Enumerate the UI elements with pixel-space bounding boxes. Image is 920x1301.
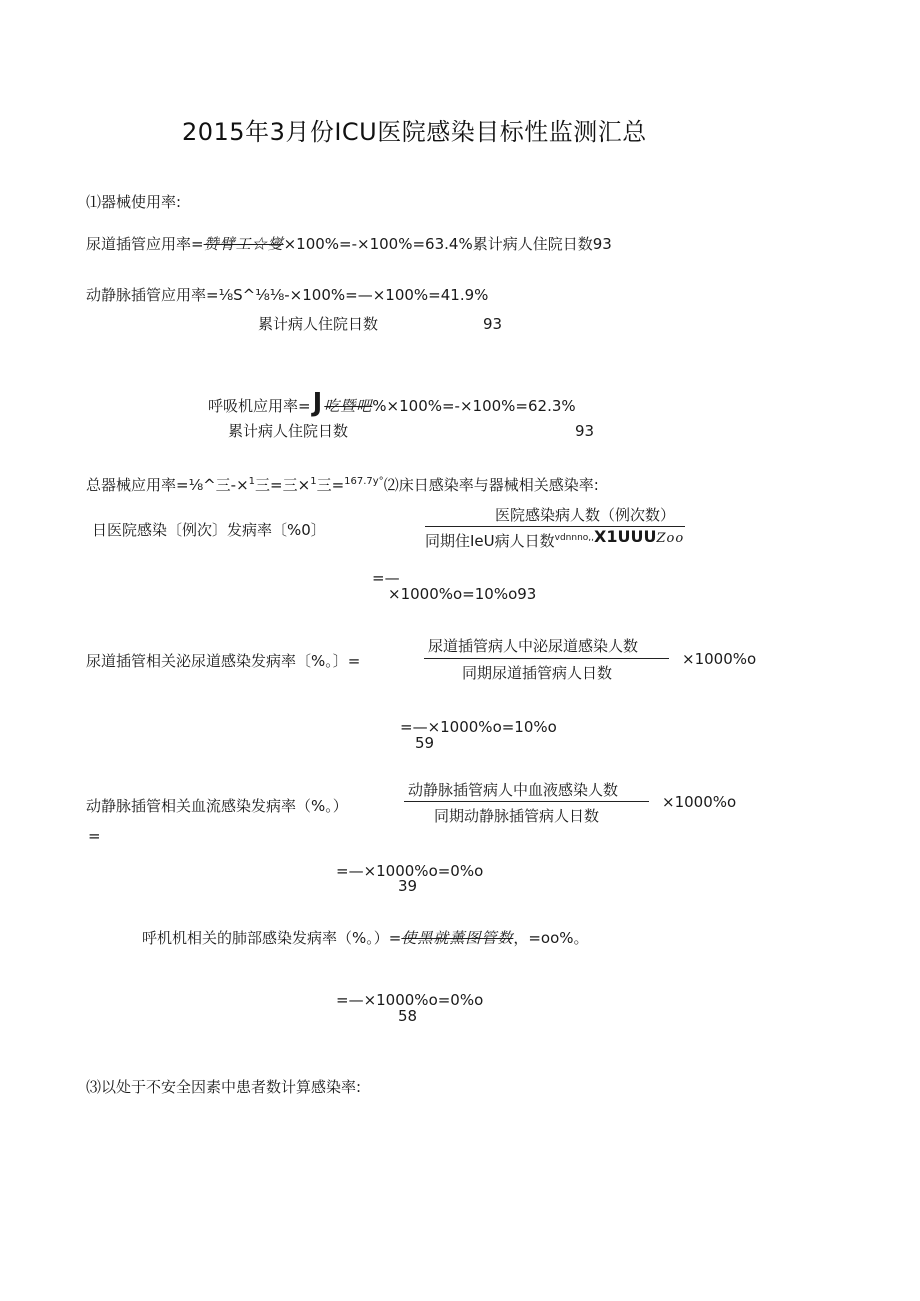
blood-fraction-line <box>404 801 649 802</box>
urinary-infection-numerator: 尿道插管病人中泌尿道感染人数 <box>428 637 639 655</box>
daily-infection-denominator: 同期住IeU病人日数 <box>425 532 555 550</box>
ventilator-usage-label: 呼吸机应用率= <box>208 397 311 415</box>
av-usage-denominator: 累计病人住院日数 <box>258 315 379 333</box>
blood-infection-label: 动静脉插管相关血流感染发病率（%。） <box>86 797 348 815</box>
ventilator-usage-denominator: 累计病人住院日数 <box>228 422 349 440</box>
daily-result-eq: =— <box>372 569 400 587</box>
ventilator-usage-denominator-value: 93 <box>575 422 595 440</box>
urinary-infection-result: =—×1000%o=10%o <box>400 718 557 736</box>
lung-infection-label: 呼机机相关的肺部感染发病率（%。）= <box>142 929 402 947</box>
lung-infection-result: =—×1000%o=0%o <box>336 991 484 1009</box>
page-title: 2015年3月份ICU医院感染目标性监测汇总 <box>182 118 647 146</box>
section-2-heading: ⑵床日感染率与器械相关感染率: <box>383 476 599 494</box>
ventilator-usage-line <box>208 388 576 419</box>
lung-infection-tail: ，=oo%。 <box>513 929 589 947</box>
ventilator-mark: J <box>312 388 323 418</box>
daily-infection-denominator-line: 同期住IeU病人日数$^{vdnnno,,}$X1UUUZoo <box>425 527 685 550</box>
urinary-infection-denominator: 同期尿道插管病人日数 <box>462 664 613 682</box>
section-3-heading: ⑶以处于不安全因素中患者数计算感染率: <box>86 1078 362 1096</box>
urinary-infection-label: 尿道插管相关泌尿道感染发病率〔%。〕= <box>86 652 361 670</box>
total-usage-line: 总器械应用率=⅛^三-×$^1$三=三×$^1$三=$^{167.7y^\circ}$⑵床日感染率与器械相关感染率: <box>86 476 599 494</box>
daily-infection-label: 日医院感染〔例次〕发病率〔%0〕 <box>92 521 326 539</box>
urinary-fraction-line <box>424 658 669 659</box>
blood-infection-label-eq: = <box>88 827 101 845</box>
av-catheter-usage-line: 动静脉插管应用率=⅛S^⅛⅛-×100%=—×100%=41.9% <box>86 286 489 304</box>
lung-infection-result-denominator: 58 <box>398 1007 418 1025</box>
urinary-usage-label: 尿道插管应用率= <box>86 235 204 253</box>
ventilator-usage-result: %×100%=-×100%=62.3% <box>372 397 576 415</box>
urinary-infection-multiplier: ×1000%o <box>682 650 757 668</box>
lung-infection-line <box>142 929 589 947</box>
blood-infection-result-denominator: 39 <box>398 877 418 895</box>
urinary-usage-handwritten: 赞臂工☆燮 <box>203 235 284 253</box>
ventilator-usage-handwritten: 吃暨吧 <box>324 397 373 415</box>
blood-infection-denominator: 同期动静脉插管病人日数 <box>434 807 600 825</box>
av-usage-denominator-value: 93 <box>483 315 503 333</box>
urinary-usage-result: ×100%=-×100%=63.4%累计病人住院日数93 <box>283 235 612 253</box>
urinary-infection-result-denominator: 59 <box>415 734 435 752</box>
blood-infection-result: =—×1000%o=0%o <box>336 862 484 880</box>
daily-result: ×1000%o=10%o93 <box>388 585 537 603</box>
section-1-heading: ⑴器械使用率: <box>86 193 182 211</box>
daily-infection-numerator: 医院感染病人数（例次数） <box>495 506 676 524</box>
urinary-catheter-usage-line <box>86 235 612 253</box>
blood-infection-numerator: 动静脉插管病人中血液感染人数 <box>408 781 619 799</box>
lung-infection-handwritten: 使黑就薰图管数 <box>401 929 514 947</box>
blood-infection-multiplier: ×1000%o <box>662 793 737 811</box>
